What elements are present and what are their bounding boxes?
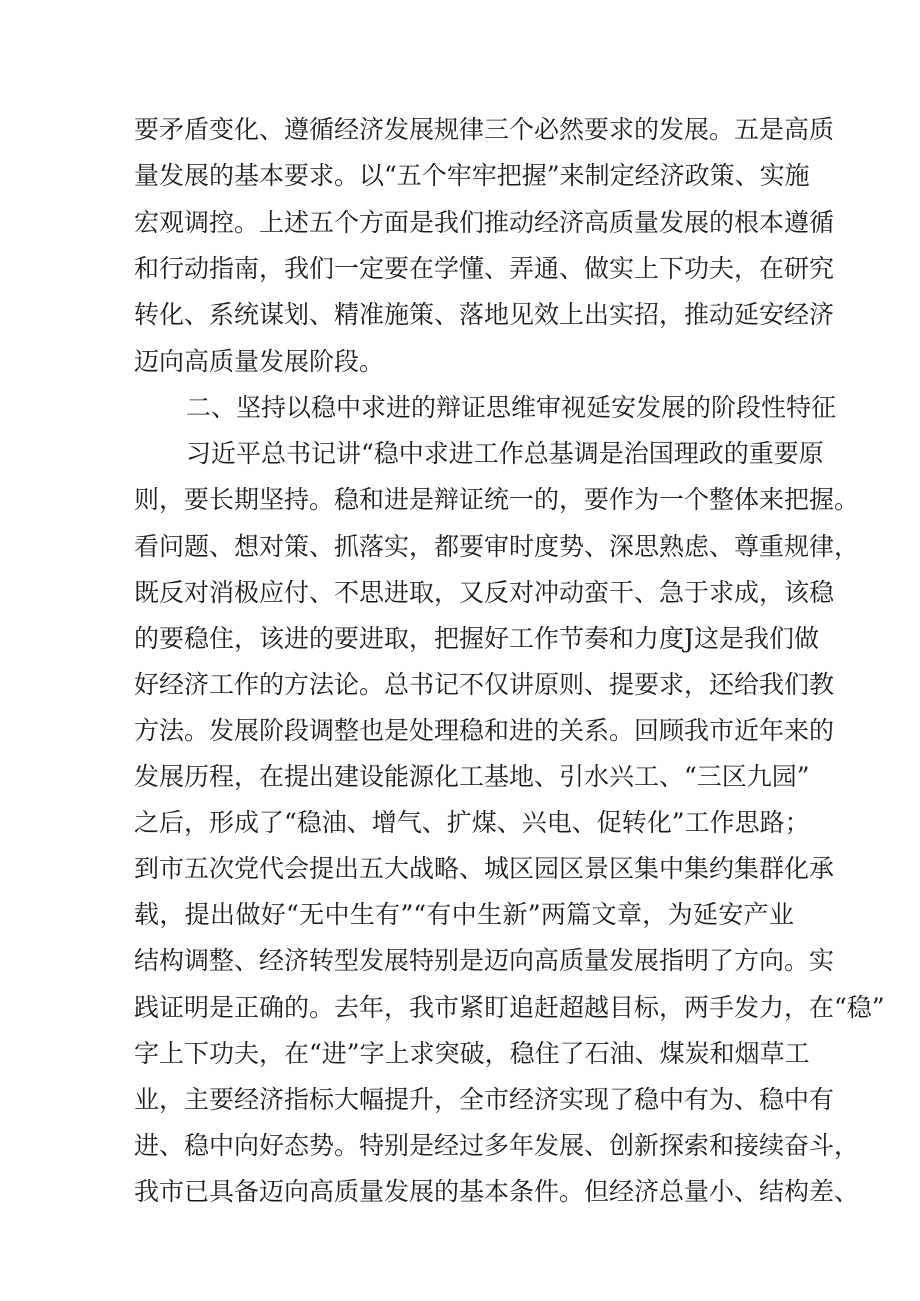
text-line: 我市已具备迈向高质量发展的基本条件。但经济总量小、结构差、 (134, 1177, 860, 1206)
text-line: 既反对消极应付、不思进取，又反对冲动蛮干、急于求成，该稳 (134, 578, 835, 607)
text-line: 载，提出做好“无中生有”“有中生新”两篇文章，为延安产业 (134, 900, 794, 929)
text-line: 量发展的基本要求。以“五个牢牢把握”来制定经济政策、实施 (134, 161, 810, 190)
text-line: 到市五次党代会提出五大战略、城区园区景区集中集约集群化承 (134, 854, 835, 883)
text-line: 迈向高质量发展阶段。 (134, 347, 385, 376)
text-line: 转化、系统谋划、精准施策、落地见效上出实招，推动延安经济 (134, 300, 835, 329)
text-line: 的要稳住，该进的要进取，把握好工作节奏和力度J这是我们做 (134, 624, 820, 653)
text-line: 好经济工作的方法论。总书记不仅讲原则、提要求，还给我们教 (134, 670, 835, 699)
text-line: 则，要长期坚持。稳和进是辩证统一的，要作为一个整体来把握。 (134, 485, 860, 514)
section-heading: 二、坚持以稳中求进的辩证思维审视延安发展的阶段性特征 (186, 393, 837, 422)
text-line: 方法。发展阶段调整也是处理稳和进的关系。回顾我市近年来的 (134, 716, 835, 745)
text-line: 结构调整、经济转型发展特别是迈向高质量发展指明了方向。实 (134, 946, 835, 975)
text-line: 业，主要经济指标大幅提升，全市经济实现了稳中有为、稳中有 (134, 1085, 835, 1114)
paragraph-first-line: 习近平总书记讲“稳中求进工作总基调是治国理政的重要原 (186, 439, 824, 468)
text-line: 字上下功夫，在“进”字上求突破，稳住了石油、煤炭和烟草工 (134, 1039, 810, 1068)
text-line: 发展历程，在提出建设能源化工基地、引水兴工、“三区九园” (134, 762, 810, 791)
text-line: 要矛盾变化、遵循经济发展规律三个必然要求的发展。五是高质 (134, 115, 835, 144)
text-line: 和行动指南，我们一定要在学懂、弄通、做实上下功夫，在研究 (134, 254, 835, 283)
text-line: 看问题、想对策、抓落实，都要审时度势、深思熟虑、尊重规律， (134, 532, 860, 561)
text-line: 践证明是正确的。去年，我市紧盯追赶超越目标，两手发力，在“稳” (134, 993, 885, 1022)
text-line: 进、稳中向好态势。特别是经过多年发展、创新探索和接续奋斗， (134, 1131, 860, 1160)
text-line: 之后，形成了“稳油、增气、扩煤、兴电、促转化”工作思路； (134, 808, 810, 837)
text-line: 宏观调控。上述五个方面是我们推动经济高质量发展的根本遵循 (134, 208, 835, 237)
